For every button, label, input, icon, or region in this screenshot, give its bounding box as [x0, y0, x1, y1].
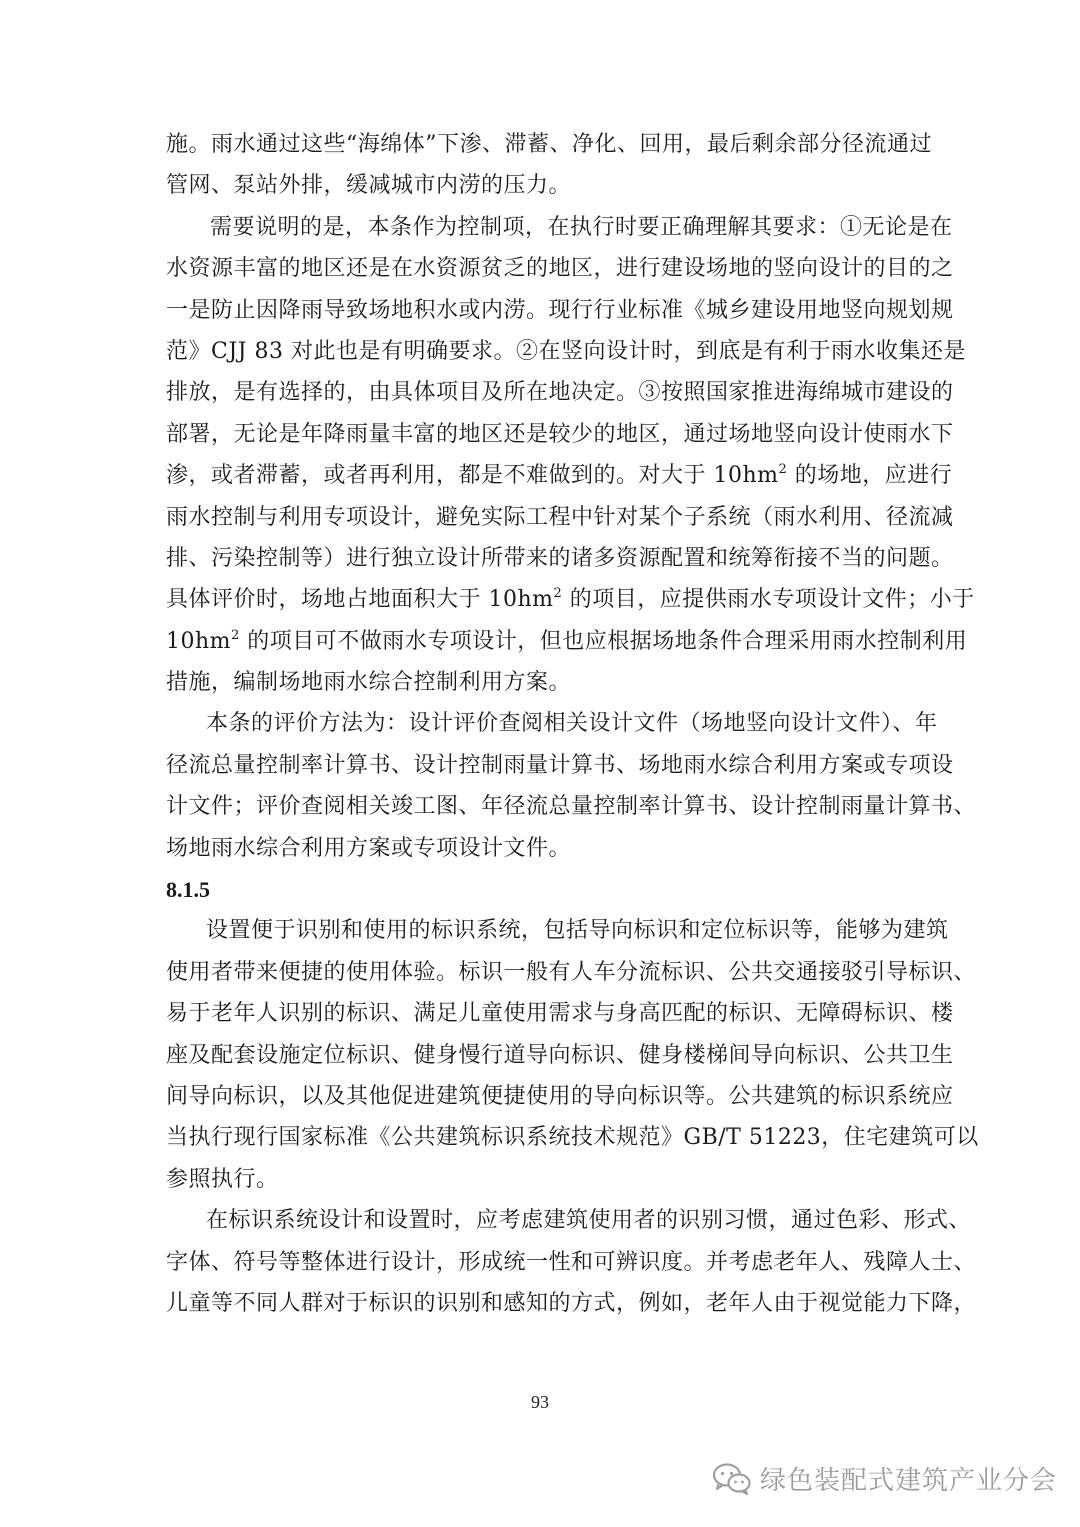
paragraph-line: 管网、泵站外排，缓减城市内涝的压力。 — [166, 173, 572, 199]
paragraph-line: 排、污染控制等）进行独立设计所带来的诸多资源配置和统筹衔接不当的问题。 — [166, 545, 954, 571]
paragraph-line: 计文件；评价查阅相关竣工图、年径流总量控制率计算书、设计控制雨量计算书、 — [166, 794, 977, 820]
paragraph-line: 本条的评价方法为：设计评价查阅相关设计文件（场地竖向设计文件）、年 — [206, 711, 938, 737]
paragraph-line: 措施，编制场地雨水综合控制利用方案。 — [166, 670, 572, 696]
paragraph-line: 在标识系统设计和设置时，应考虑建筑使用者的识别习惯，通过色彩、形式、 — [206, 1208, 972, 1234]
paragraph-line: 施。雨水通过这些“海绵体”下渗、滞蓄、净化、回用，最后剩余部分径流通过 — [166, 132, 932, 157]
paragraph-line: 渗，或者滞蓄，或者再利用，都是不难做到的。对大于 $10hm^2$ 的场地，应进行 — [166, 462, 953, 489]
paragraph-line: 一是防止因降雨导致场地积水或内涝。现行行业标准《城乡建设用地竖向规划规 — [166, 297, 954, 323]
paragraph-line: 水资源丰富的地区还是在水资源贫乏的地区，进行建设场地的竖向设计的目的之 — [166, 256, 954, 282]
paragraph-line: 座及配套设施定位标识、健身慢行道导向标识、健身楼梯间导向标识、公共卫生 — [166, 1042, 954, 1068]
document-body — [166, 132, 979, 1332]
page-number: 93 — [531, 1392, 549, 1412]
paragraph-line: 使用者带来便捷的使用体验。标识一般有人车分流标识、公共交通接驳引导标识、 — [166, 959, 977, 985]
paragraph-line: 部署，无论是年降雨量丰富的地区还是较少的地区，通过场地竖向设计使雨水下 — [166, 421, 954, 447]
paragraph-line: 字体、符号等整体进行设计，形成统一性和可辨识度。并考虑老年人、残障人士、 — [166, 1249, 977, 1275]
paragraph-line: 范》CJJ 83 对此也是有明确要求。②在竖向设计时，到底是有利于雨水收集还是 — [166, 338, 966, 364]
watermark-text: 绿色装配式建筑产业分会 — [760, 1466, 1058, 1496]
paragraph-line: 排放，是有选择的，由具体项目及所在地决定。③按照国家推进海绵城市建设的 — [166, 380, 954, 406]
paragraph-line: 设置便于识别和使用的标识系统，包括导向标识和定位标识等，能够为建筑 — [206, 918, 949, 944]
paragraph-line: $10hm^2$ 的项目可不做雨水专项设计，但也应根据场地条件合理采用雨水控制利用 — [166, 627, 968, 654]
paragraph-line: 易于老年人识别的标识、满足儿童使用需求与身高匹配的标识、无障碍标识、楼 — [166, 1001, 954, 1027]
watermark — [712, 1460, 1057, 1497]
paragraph-line: 儿童等不同人群对于标识的识别和感知的方式，例如，老年人由于视觉能力下降， — [166, 1290, 977, 1316]
section-heading: 8.1.5 — [166, 877, 210, 903]
paragraph-line: 需要说明的是，本条作为控制项，在执行时要正确理解其要求：①无论是在 — [210, 214, 953, 240]
paragraph-line: 径流总量控制率计算书、设计控制雨量计算书、场地雨水综合利用方案或专项设 — [166, 752, 954, 778]
paragraph-line: 当执行现行国家标准《公共建筑标识系统技术规范》GB/T 51223，住宅建筑可以 — [166, 1125, 979, 1151]
paragraph-line: 具体评价时，场地占地面积大于 $10hm^2$ 的项目，应提供雨水专项设计文件；小于 — [166, 586, 975, 613]
paragraph-line: 间导向标识，以及其他促进建筑便捷使用的导向标识等。公共建筑的标识系统应 — [166, 1083, 954, 1109]
wechat-icon — [712, 1462, 752, 1496]
paragraph-line: 场地雨水综合利用方案或专项设计文件。 — [166, 835, 572, 861]
paragraph-line: 雨水控制与利用专项设计，避免实际工程中针对某个子系统（雨水利用、径流减 — [166, 504, 954, 530]
paragraph-line: 参照执行。 — [166, 1166, 279, 1192]
